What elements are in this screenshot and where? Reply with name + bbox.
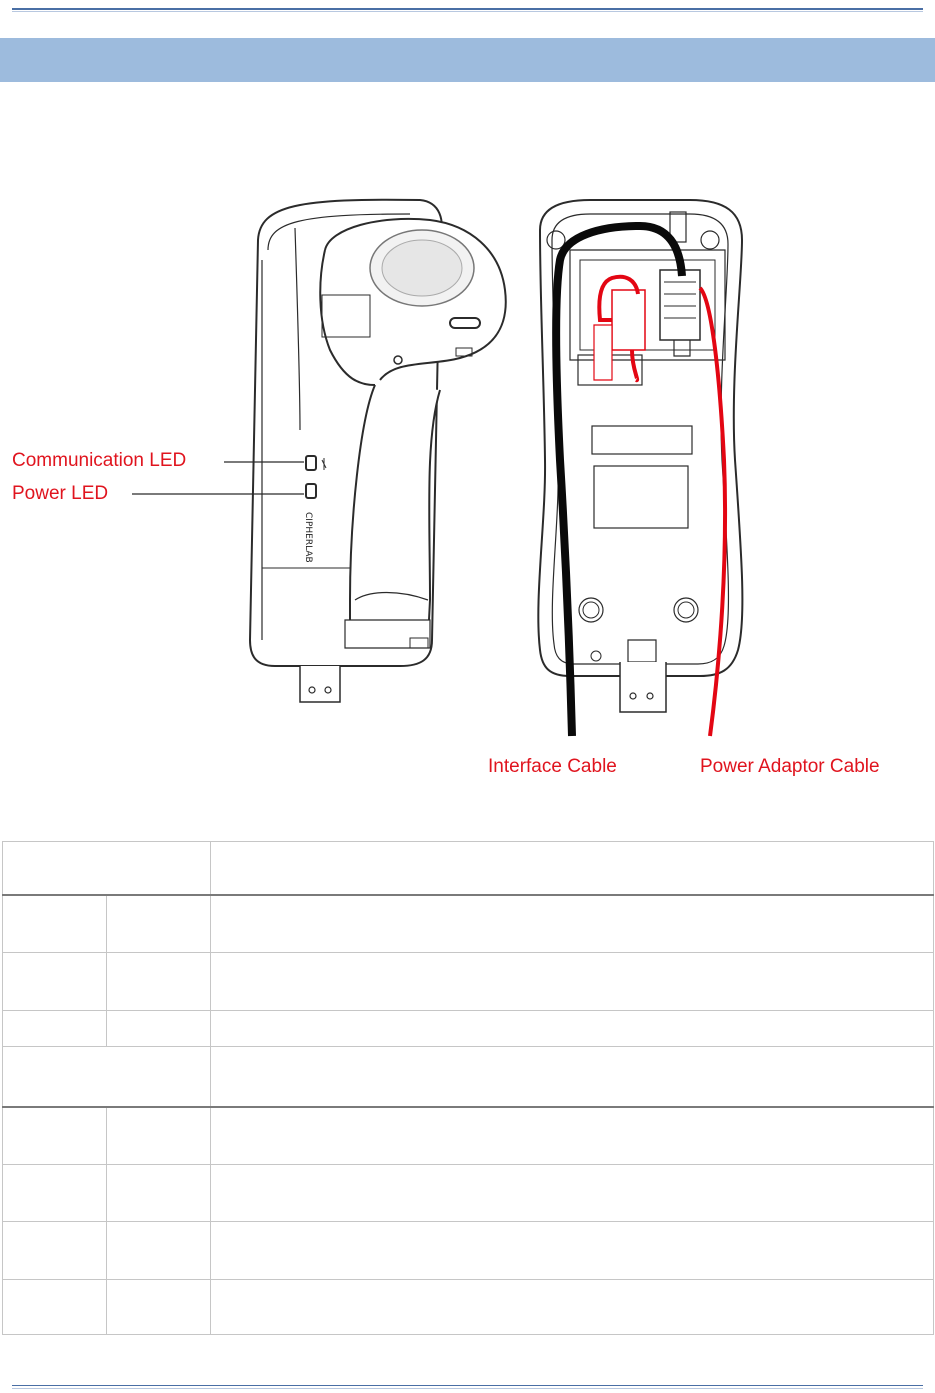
row-description: [211, 1165, 934, 1222]
header-rule-thin: [12, 11, 923, 12]
table-group-header: [3, 1047, 934, 1107]
row-cell-a: [3, 1107, 107, 1165]
row-cell-a: [3, 895, 107, 953]
row-description: [211, 1011, 934, 1047]
power-adaptor-cable-label: Power Adaptor Cable: [700, 756, 880, 777]
communication-led-label: Communication LED: [12, 450, 187, 471]
table-row: [3, 1011, 934, 1047]
row-cell-b: [107, 1107, 211, 1165]
section-title-band: [0, 38, 935, 82]
row-description: [211, 1222, 934, 1280]
table-row: [3, 1222, 934, 1280]
row-cell-b: [107, 953, 211, 1011]
cradle-illustration: [0, 190, 935, 790]
power-led-label: Power LED: [12, 483, 109, 504]
row-description: [211, 1107, 934, 1165]
table-group-header: [3, 842, 934, 895]
group-2-header: [3, 1047, 211, 1107]
group-2-description: [211, 1047, 934, 1107]
led-status-table: [2, 841, 934, 1335]
row-description: [211, 1280, 934, 1335]
row-cell-a: [3, 1011, 107, 1047]
row-description: [211, 953, 934, 1011]
row-cell-b: [107, 1165, 211, 1222]
row-description: [211, 895, 934, 953]
row-cell-a: [3, 1222, 107, 1280]
table-row: [3, 895, 934, 953]
cradle-front-view: [250, 200, 506, 702]
row-cell-a: [3, 1280, 107, 1335]
table-row: [3, 1280, 934, 1335]
table-row: [3, 1107, 934, 1165]
row-cell-a: [3, 953, 107, 1011]
cradle-diagram: [0, 190, 935, 790]
row-cell-b: [107, 1011, 211, 1047]
table-row: [3, 953, 934, 1011]
row-cell-b: [107, 895, 211, 953]
row-cell-a: [3, 1165, 107, 1222]
group-1-header: [3, 842, 211, 895]
row-cell-b: [107, 1222, 211, 1280]
group-1-description: [211, 842, 934, 895]
interface-cable-label: Interface Cable: [488, 756, 617, 777]
footer-rule-thin: [12, 1388, 923, 1389]
row-cell-b: [107, 1280, 211, 1335]
footer-rule: [12, 1385, 923, 1386]
cradle-brand-label: CIPHERLAB: [303, 512, 313, 563]
header-rule: [12, 8, 923, 10]
table-row: [3, 1165, 934, 1222]
